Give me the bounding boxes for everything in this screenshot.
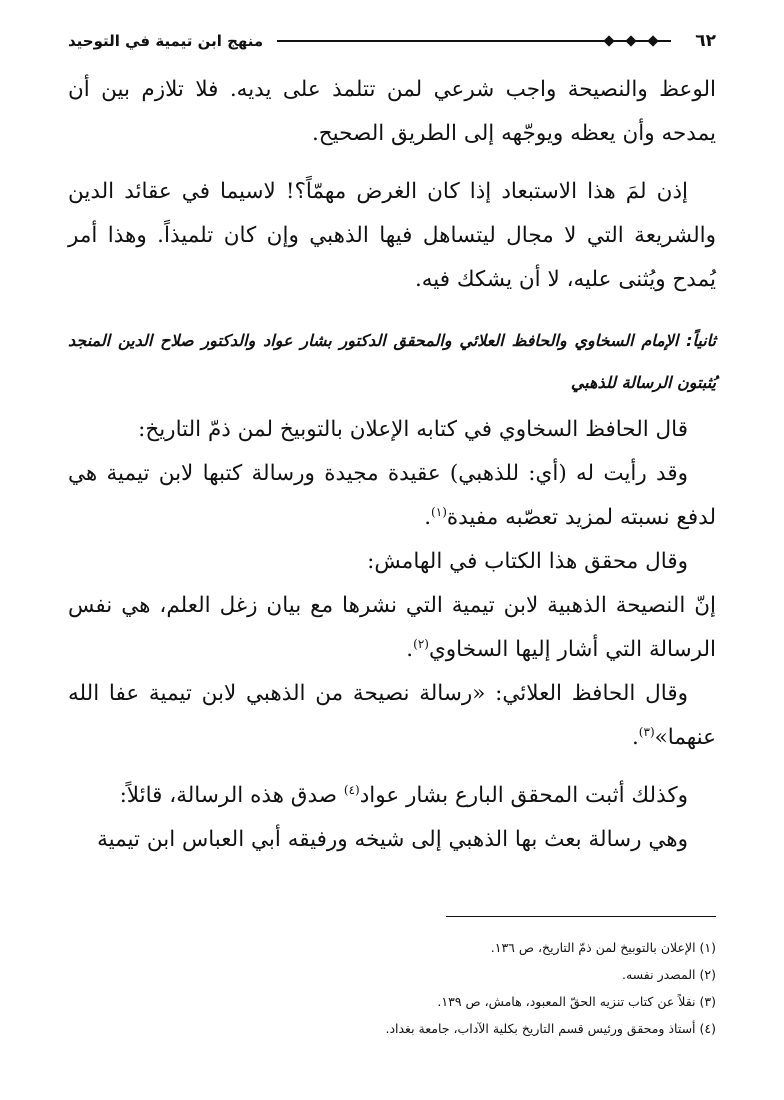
paragraph-5: وقال محقق هذا الكتاب في الهامش:	[367, 549, 688, 574]
footnote-3: (٣) نقلاً عن كتاب تنزيه الحقّ المعبود، هامش، ص ١٣٩.	[437, 994, 716, 1009]
paragraph-9: وهي رسالة بعث بها الذهبي إلى شيخه ورفيقه أبي العباس ابن تيمية	[97, 827, 688, 852]
paragraph-8-text-b: صدق هذه الرسالة، قائلاً:	[119, 783, 338, 808]
footnotes	[68, 934, 716, 1042]
footnote-divider	[446, 916, 716, 917]
footnote-ref-2: (٢)	[413, 636, 429, 651]
paragraph-4: وقد رأيت له (أي: للذهبي) عقيدة مجيدة ورسالة كتبها لابن تيمية هي لدفع نسبته لمزيد تعصّبه مفيدة$^{(١)}$.	[68, 461, 716, 530]
paragraph-3: قال الحافظ السخاوي في كتابه الإعلان بالتوبيخ لمن ذمّ التاريخ:	[138, 417, 688, 442]
section-heading: ثانياً: الإمام السخاوي والحافظ العلائي والمحقق الدكتور بشار عواد والدكتور صلاح الدين المنجد يُثبتون الرسالة للذهبي	[68, 331, 716, 392]
running-title: منهج ابن تيمية في التوحيد	[68, 32, 264, 50]
paragraph-8-text-a: وكذلك أثبت المحقق البارع بشار عواد	[359, 783, 688, 808]
paragraph-6: إنّ النصيحة الذهبية لابن تيمية التي نشرها مع بيان زغل العلم، هي نفس الرسالة التي أشار إليها السخاوي$^{(٢)}$.	[68, 593, 716, 662]
footnote-1: (١) الإعلان بالتوبيخ لمن ذمّ التاريخ، ص ١٣٦.	[490, 940, 716, 955]
paragraph-2: إذن لمَ هذا الاستبعاد إذا كان الغرض مهمّاً؟! لاسيما في عقائد الدين والشريعة التي لا مجال ليتساهل فيها الذهبي وإن كان تلميذاً. وهذا أمر يُمدح ويُثنى عليه، لا أن يشكك فيه.	[68, 179, 716, 292]
paragraph-4-text: وقد رأيت له (أي: للذهبي) عقيدة مجيدة ورسالة كتبها لابن تيمية هي لدفع نسبته لمزيد تعصّبه مفيدة	[68, 461, 716, 530]
header-ornament	[277, 34, 671, 48]
paragraph-6-text: إنّ النصيحة الذهبية لابن تيمية التي نشرها مع بيان زغل العلم، هي نفس الرسالة التي أشار إليها السخاوي	[68, 593, 716, 662]
paragraph-8	[68, 774, 716, 818]
paragraph-7: وقال الحافظ العلائي: «رسالة نصيحة من الذهبي لابن تيمية عفا الله عنهما»$^{(٣)}$.	[68, 681, 716, 750]
paragraph-7-text: وقال الحافظ العلائي: «رسالة نصيحة من الذهبي لابن تيمية عفا الله عنهما»	[68, 681, 716, 750]
page-number: ٦٢	[695, 31, 716, 51]
page-body	[68, 68, 716, 862]
footnote-ref-4: (٤)	[343, 782, 360, 797]
footnote-2: (٢) المصدر نفسه.	[621, 967, 716, 982]
footnote-4: (٤) أستاذ ومحقق ورئيس قسم التاريخ بكلية الآداب، جامعة بغداد.	[385, 1021, 716, 1036]
page-header	[68, 26, 716, 56]
footnote-ref-3: (٣)	[638, 724, 655, 739]
paragraph-1: الوعظ والنصيحة واجب شرعي لمن تتلمذ على يديه. فلا تلازم بين أن يمدحه وأن يعظه ويوجّهه إلى الطريق الصحيح.	[68, 77, 716, 146]
footnote-ref-1: (١)	[431, 504, 447, 519]
